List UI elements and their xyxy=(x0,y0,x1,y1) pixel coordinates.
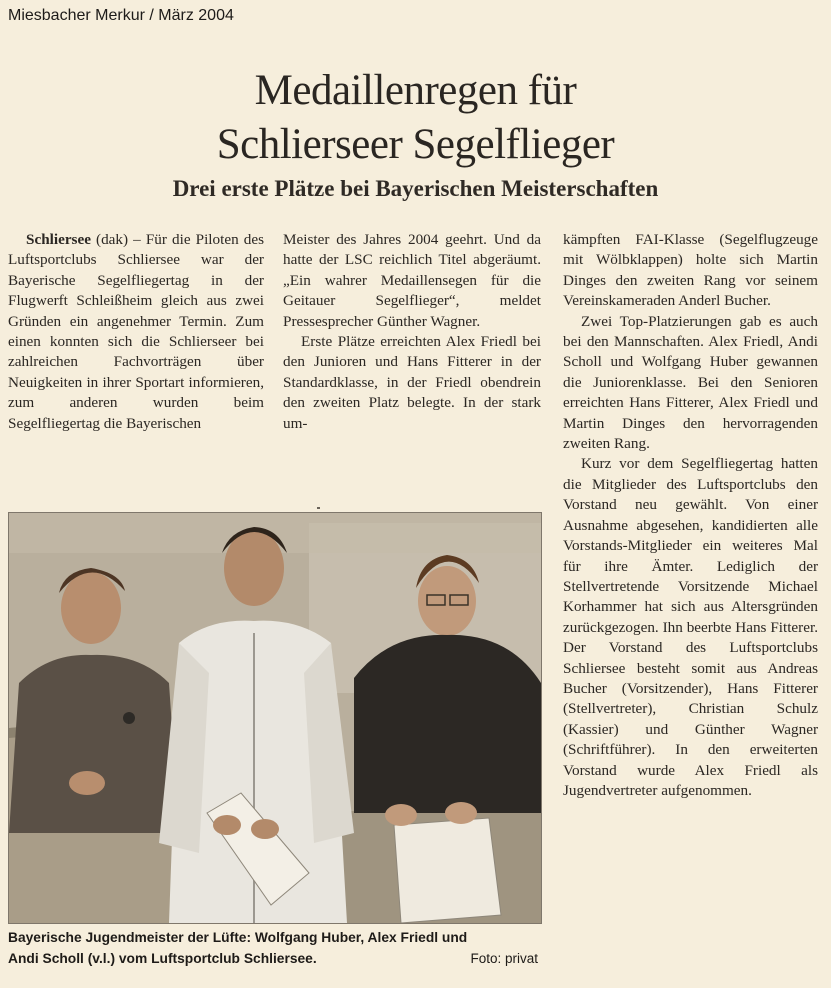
photo-caption xyxy=(8,927,540,969)
paragraph: Meister des Jahres 2004 geehrt. Und da hatte der LSC reichlich Titel abgeräumt. „Ein wahrer Medaillensegen für die Geitauer Segelflieger“, meldet Pressesprecher Günther Wagner. xyxy=(283,231,541,330)
article-column-3 xyxy=(563,230,818,801)
dateline: Schliersee xyxy=(26,231,91,248)
headline-line-2: Schlierseer Segelflieger xyxy=(216,121,615,168)
paragraph: Erste Plätze erreichten Alex Friedl bei den Junioren und Hans Fitterer in der Standardklasse, in der Friedl obendrein den zweiten Platz belegte. In der stark um- xyxy=(283,333,541,432)
caption-line-2: Andi Scholl (v.l.) vom Luftsportclub Schliersee. xyxy=(8,951,317,966)
subheadline: Drei erste Plätze bei Bayerischen Meisterschaften xyxy=(172,176,659,201)
paragraph: kämpften FAI-Klasse (Segelflugzeuge mit Wölbklappen) holte sich Martin Dinges den zweiten Rang vor seinem Vereinskameraden Anderl Bucher. xyxy=(563,231,818,310)
paragraph xyxy=(8,230,264,434)
caption-line-1: Bayerische Jugendmeister der Lüfte: Wolfgang Huber, Alex Friedl und xyxy=(8,930,468,945)
print-speck xyxy=(317,507,320,509)
article-column-1 xyxy=(8,230,264,434)
article-column-2 xyxy=(283,230,541,434)
paragraph: Zwei Top-Platzierungen gab es auch bei den Mannschaften. Alex Friedl, Andi Scholl und Wolfgang Huber gewannen die Juniorenklasse. Bei den Senioren erreichten Hans Fitterer, Alex Friedl und Martin Dinges den hervorragenden zweiten Rang. xyxy=(563,312,818,453)
photo-credit: Foto: privat xyxy=(470,951,538,966)
headline-line-1: Medaillenregen für xyxy=(254,67,577,114)
paragraph-text: (dak) – Für die Piloten des Luftsportclubs Schliersee war der Bayerische Segelfliegertag in der Flugwerft Schleißheim gleich aus zwei Gründen ein angenehmer Termin. Zum einen konnten sich die Schlierseer bei zahlreichen Fachvorträgen über Neuigkeiten in ihrer Sportart informieren, zum anderen wurden beim Segelfliegertag die Bayerischen xyxy=(8,231,264,432)
news-photo xyxy=(8,512,542,924)
photo-illustration xyxy=(9,513,541,923)
paragraph: Kurz vor dem Segelfliegertag hatten die Mitglieder des Luftsportclubs den Vorstand neu gewählt. Von einer Ausnahme abgesehen, kandidierten alle Vorstands-Mitglieder ein weiteres Mal für ihre Ämter. Lediglich der Stellvertretende Vorsitzende Michael Korhammer hat sich aus Altersgründen zurückgezogen. Ihn beerbte Hans Fitterer. Der Vorstand des Luftsportclubs Schliersee besteht somit aus Andreas Bucher (Vorsitzender), Hans Fitterer (Stellvertreter), Christian Schulz (Kassier) und Günther Wagner (Schriftführer). In den erweiterten Vorstand wurde Alex Friedl als Jugendvertreter aufgenommen. xyxy=(563,455,818,799)
publication-source: Miesbacher Merkur / März 2004 xyxy=(8,7,234,24)
